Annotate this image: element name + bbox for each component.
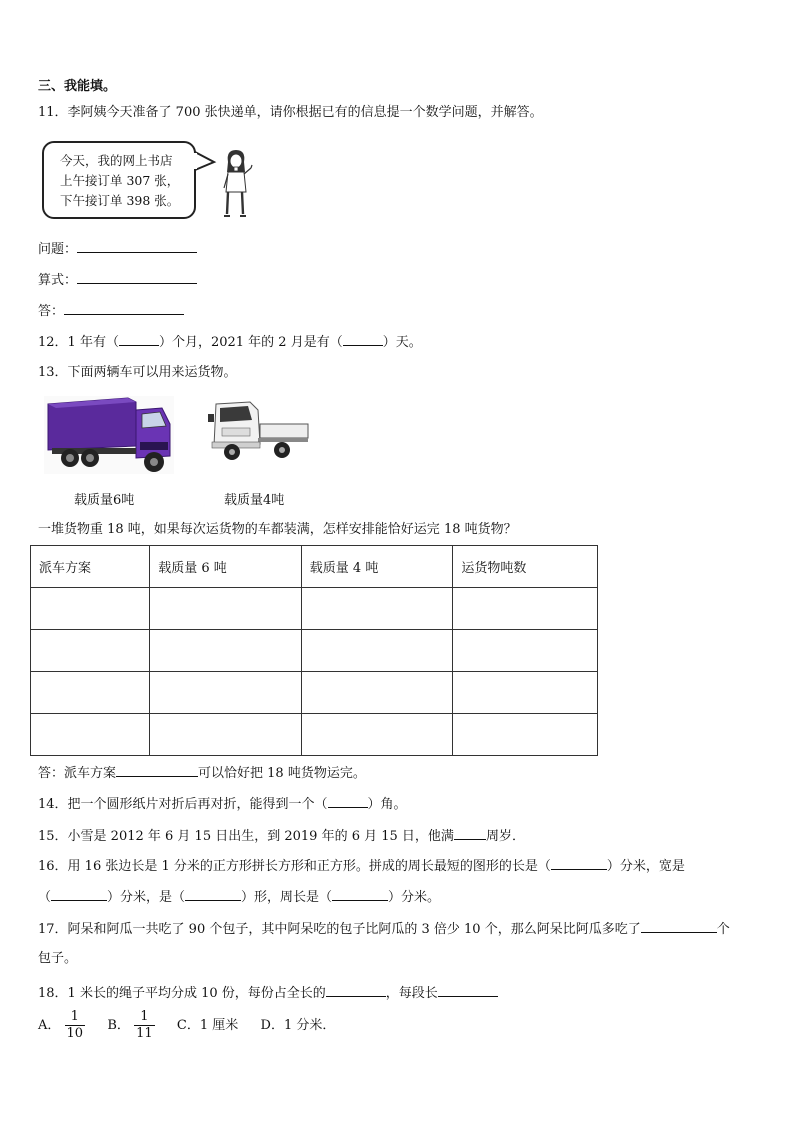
q12-blank-2[interactable] xyxy=(343,333,383,346)
header-plan: 派车方案 xyxy=(31,546,150,588)
bubble-line-2: 上午接订单 307 张， xyxy=(60,173,180,188)
table-cell[interactable] xyxy=(453,630,598,672)
table-row xyxy=(31,714,598,756)
speech-bubble-tail xyxy=(194,148,218,178)
q16-blank-width[interactable] xyxy=(51,888,107,901)
question-12 xyxy=(38,333,422,352)
table-row xyxy=(31,672,598,714)
question-15 xyxy=(38,826,525,846)
truck1-label: 载质量6吨 xyxy=(74,493,135,508)
bubble-line-3: 下午接订单 398 张。 xyxy=(60,193,180,208)
q13-answer xyxy=(38,763,366,783)
fraction-numerator: 1 xyxy=(134,1009,155,1026)
question-16-line-1 xyxy=(38,857,685,876)
q17-line1: 17．阿呆和阿瓜一共吃了 90 个包子，其中阿呆吃的包子比阿瓜的 3 倍少 10 个，那么阿呆比阿瓜多吃了 xyxy=(38,922,641,937)
dispatch-plan-table xyxy=(30,545,598,756)
q16-blank-length[interactable] xyxy=(551,857,607,870)
white-truck-image xyxy=(206,398,310,466)
q11-question-row xyxy=(38,239,197,259)
q18-text: 18．1 米长的绳子平均分成 10 份，每份占全长的 xyxy=(38,986,326,1001)
purple-truck-image xyxy=(44,396,174,474)
q13-answer-prefix: 答：派车方案 xyxy=(38,766,117,781)
bubble-line-1: 今天，我的网上书店 xyxy=(60,153,173,168)
table-cell[interactable] xyxy=(31,672,150,714)
table-cell[interactable] xyxy=(453,714,598,756)
option-d[interactable]: D．1 分米． xyxy=(260,1018,336,1033)
q13-answer-blank[interactable] xyxy=(116,763,198,777)
answer-blank[interactable] xyxy=(64,301,184,315)
table-cell[interactable] xyxy=(150,588,302,630)
q11-formula-row xyxy=(38,270,197,290)
table-cell[interactable] xyxy=(150,630,302,672)
q12-suffix: ）天。 xyxy=(382,335,422,350)
table-header-row xyxy=(31,546,598,588)
q11-answer-row xyxy=(38,301,184,321)
question-11-text: 11．李阿姨今天准备了 700 张快递单，请你根据已有的信息提一个数学问题，并解答。 xyxy=(38,105,543,120)
question-16-line-2 xyxy=(38,888,440,907)
option-c[interactable]: C．1 厘米 xyxy=(176,1018,239,1033)
question-14 xyxy=(38,795,407,814)
option-a[interactable] xyxy=(38,1009,89,1041)
header-6-ton: 载质量 6 吨 xyxy=(150,546,302,588)
q18-options xyxy=(38,1008,335,1044)
q14-prefix: 14．把一个圆形纸片对折后再对折，能得到一个（ xyxy=(38,797,328,812)
q18-mid: ，每段长 xyxy=(385,986,438,1001)
fraction-one-tenth xyxy=(65,1009,86,1042)
option-b-label: B． xyxy=(107,1018,130,1033)
fraction-denominator: 10 xyxy=(66,1026,84,1041)
table-cell[interactable] xyxy=(301,630,453,672)
table-row xyxy=(31,588,598,630)
q15-blank[interactable] xyxy=(454,826,486,840)
q12-blank-1[interactable] xyxy=(119,333,159,346)
q16-line1-suffix: ）分米，宽是 xyxy=(606,859,685,874)
option-b[interactable] xyxy=(107,1009,158,1041)
option-a-label: A． xyxy=(38,1018,61,1033)
table-cell[interactable] xyxy=(301,672,453,714)
table-row xyxy=(31,630,598,672)
question-13-prompt: 一堆货物重 18 吨，如果每次运货物的车都装满，怎样安排能恰好运完 18 吨货物？ xyxy=(38,522,517,537)
question-18 xyxy=(38,983,498,1003)
q12-mid: ）个月，2021 年的 2 月是有（ xyxy=(158,335,343,350)
truck2-label: 载质量4吨 xyxy=(224,493,285,508)
table-cell[interactable] xyxy=(301,588,453,630)
table-cell[interactable] xyxy=(150,672,302,714)
question-17-line-2: 包子。 xyxy=(38,951,78,966)
table-cell[interactable] xyxy=(301,714,453,756)
formula-blank[interactable] xyxy=(77,270,197,284)
fraction-one-eleventh xyxy=(134,1009,155,1042)
q13-answer-suffix: 可以恰好把 18 吨货物运完。 xyxy=(198,766,366,781)
q15-prefix: 15．小雪是 2012 年 6 月 15 日出生，到 2019 年的 6 月 15 日，他满 xyxy=(38,829,454,844)
q17-line1-suffix: 个 xyxy=(716,922,730,937)
q16-line2-c: ）形，周长是（ xyxy=(241,890,333,905)
header-4-ton: 载质量 4 吨 xyxy=(301,546,453,588)
question-label: 问题： xyxy=(38,242,78,257)
q16-line2-b: ）分米，是（ xyxy=(107,890,186,905)
fraction-numerator: 1 xyxy=(65,1009,86,1026)
q12-prefix: 12．1 年有（ xyxy=(38,335,119,350)
table-cell[interactable] xyxy=(453,672,598,714)
q17-blank[interactable] xyxy=(641,919,717,933)
formula-label: 算式： xyxy=(38,273,78,288)
q14-suffix: ）角。 xyxy=(367,797,407,812)
woman-illustration xyxy=(218,148,254,220)
q16-blank-perimeter[interactable] xyxy=(332,888,388,901)
speech-bubble xyxy=(42,141,196,219)
q16-blank-shape[interactable] xyxy=(185,888,241,901)
q14-blank[interactable] xyxy=(328,795,368,808)
question-blank[interactable] xyxy=(77,239,197,253)
question-13-title: 13．下面两辆车可以用来运货物。 xyxy=(38,365,237,380)
q16-line2-d: ）分米。 xyxy=(388,890,441,905)
section-title: 三、我能填。 xyxy=(38,79,117,94)
q15-suffix: 周岁． xyxy=(485,829,525,844)
header-total-tons: 运货物吨数 xyxy=(453,546,598,588)
table-cell[interactable] xyxy=(31,714,150,756)
table-cell[interactable] xyxy=(453,588,598,630)
table-cell[interactable] xyxy=(31,630,150,672)
fraction-denominator: 11 xyxy=(136,1026,153,1041)
table-cell[interactable] xyxy=(31,588,150,630)
q16-line2-a: （ xyxy=(38,890,52,905)
table-cell[interactable] xyxy=(150,714,302,756)
q16-line1-prefix: 16．用 16 张边长是 1 分米的正方形拼长方形和正方形。拼成的周长最短的图形的长是（ xyxy=(38,859,551,874)
answer-label: 答： xyxy=(38,304,65,319)
question-17-line-1 xyxy=(38,919,730,939)
q18-blank-2[interactable] xyxy=(438,983,498,997)
q18-blank-1[interactable] xyxy=(326,983,386,997)
